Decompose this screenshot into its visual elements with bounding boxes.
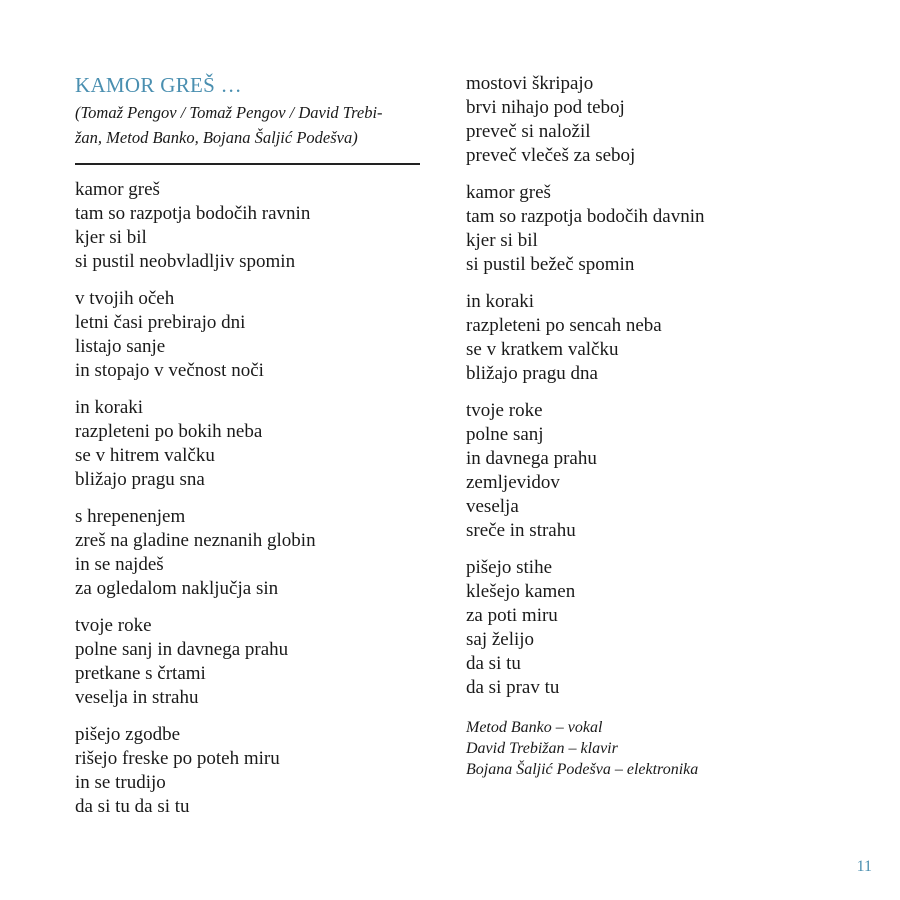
stanza xyxy=(466,181,866,277)
lyric-line: pretkane s črtami xyxy=(75,663,206,684)
lyric-line: tvoje roke xyxy=(75,615,152,636)
lyric-line: in se trudijo xyxy=(75,772,166,793)
lyric-line: mostovi škripajo xyxy=(466,73,594,94)
right-column xyxy=(466,72,866,780)
lyric-line: in stopajo v večnost noči xyxy=(75,360,264,381)
lyric-line: sreče in strahu xyxy=(466,520,576,541)
performer-line: Metod Banko – vokal xyxy=(466,719,603,736)
credits-line: (Tomaž Pengov / Tomaž Pengov / David Trebi- xyxy=(75,103,383,122)
stanza xyxy=(466,399,866,543)
lyric-line: veselja xyxy=(466,496,519,517)
stanza xyxy=(466,72,866,168)
lyric-line: razpleteni po sencah neba xyxy=(466,315,662,336)
lyric-line: brvi nihajo pod teboj xyxy=(466,97,625,118)
right-lyrics xyxy=(466,72,866,700)
title-divider xyxy=(75,163,420,165)
lyric-line: da si tu da si tu xyxy=(75,796,190,817)
lyric-line: kamor greš xyxy=(466,182,551,203)
song-credits xyxy=(75,100,420,150)
lyric-line: in koraki xyxy=(466,291,535,312)
lyric-line: si pustil bežeč spomin xyxy=(466,254,635,275)
lyric-line: klešejo kamen xyxy=(466,581,576,602)
left-column xyxy=(75,72,420,832)
stanza xyxy=(75,723,420,819)
lyric-line: rišejo freske po poteh miru xyxy=(75,748,280,769)
stanza xyxy=(75,505,420,601)
performer-line: David Trebižan – klavir xyxy=(466,740,618,757)
performer-line: Bojana Šaljić Podešva – elektronika xyxy=(466,761,699,778)
lyric-line: si pustil neobvladljiv spomin xyxy=(75,251,296,272)
lyric-line: saj želijo xyxy=(466,629,535,650)
lyric-line: pišejo stihe xyxy=(466,557,553,578)
lyric-line: bližajo pragu dna xyxy=(466,363,598,384)
lyric-line: tam so razpotja bodočih ravnin xyxy=(75,203,311,224)
lyric-line: da si prav tu xyxy=(466,677,560,698)
lyric-line: veselja in strahu xyxy=(75,687,199,708)
lyric-line: tvoje roke xyxy=(466,400,543,421)
left-lyrics xyxy=(75,178,420,819)
stanza xyxy=(466,556,866,700)
lyric-line: za ogledalom naključja sin xyxy=(75,578,279,599)
lyric-line: listajo sanje xyxy=(75,336,166,357)
lyric-line: zemljevidov xyxy=(466,472,560,493)
lyric-line: bližajo pragu sna xyxy=(75,469,205,490)
stanza xyxy=(75,614,420,710)
stanza xyxy=(75,396,420,492)
lyric-line: preveč si naložil xyxy=(466,121,591,142)
lyric-line: preveč vlečeš za seboj xyxy=(466,145,636,166)
lyric-line: za poti miru xyxy=(466,605,558,626)
performer-credits xyxy=(466,717,866,780)
lyric-line: v tvojih očeh xyxy=(75,288,175,309)
credits-line: žan, Metod Banko, Bojana Šaljić Podešva) xyxy=(75,128,358,147)
lyric-line: se v hitrem valčku xyxy=(75,445,215,466)
lyric-line: kjer si bil xyxy=(75,227,147,248)
stanza xyxy=(466,290,866,386)
lyric-line: letni časi prebirajo dni xyxy=(75,312,246,333)
lyric-line: pišejo zgodbe xyxy=(75,724,181,745)
lyric-line: se v kratkem valčku xyxy=(466,339,619,360)
page-number: 11 xyxy=(856,858,872,875)
lyric-line: kjer si bil xyxy=(466,230,538,251)
song-title: KAMOR GREŠ … xyxy=(75,73,242,97)
lyric-line: s hrepenenjem xyxy=(75,506,186,527)
lyric-line: polne sanj in davnega prahu xyxy=(75,639,289,660)
lyric-line: in davnega prahu xyxy=(466,448,597,469)
stanza xyxy=(75,178,420,274)
lyric-line: kamor greš xyxy=(75,179,160,200)
stanza xyxy=(75,287,420,383)
lyric-line: polne sanj xyxy=(466,424,544,445)
lyric-line: da si tu xyxy=(466,653,521,674)
lyric-line: in se najdeš xyxy=(75,554,164,575)
lyric-line: zreš na gladine neznanih globin xyxy=(75,530,316,551)
lyric-line: in koraki xyxy=(75,397,144,418)
lyric-line: tam so razpotja bodočih davnin xyxy=(466,206,705,227)
lyric-line: razpleteni po bokih neba xyxy=(75,421,263,442)
